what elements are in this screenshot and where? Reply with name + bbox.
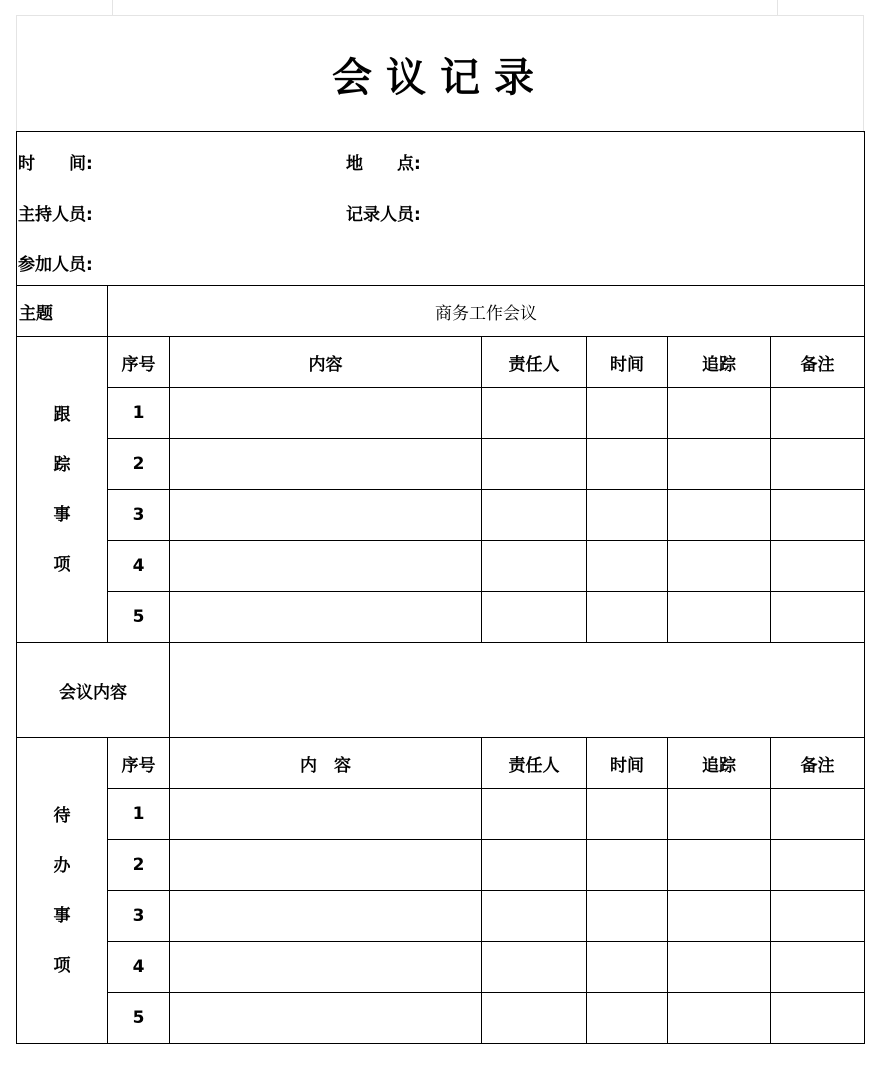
- tracking-header-time: 时间: [587, 337, 668, 388]
- todo-side-char: 待: [53, 805, 71, 826]
- note-cell[interactable]: [771, 388, 865, 439]
- time-cell[interactable]: [587, 541, 668, 592]
- tracking-header-no: 序号: [108, 337, 170, 388]
- owner-cell[interactable]: [482, 891, 587, 942]
- todo-header-no: 序号: [108, 738, 170, 789]
- content-cell[interactable]: [170, 592, 482, 643]
- track-cell[interactable]: [668, 388, 771, 439]
- note-cell[interactable]: [771, 541, 865, 592]
- time-cell[interactable]: [587, 592, 668, 643]
- table-row: [17, 993, 865, 1044]
- note-cell[interactable]: [771, 439, 865, 490]
- meeting-record-table: [16, 131, 865, 1044]
- meeting-content-area[interactable]: [170, 643, 865, 738]
- note-cell[interactable]: [771, 993, 865, 1044]
- todo-header-note: 备注: [771, 738, 865, 789]
- tracking-side-label: [17, 337, 108, 643]
- note-cell[interactable]: [771, 789, 865, 840]
- table-row: [17, 388, 865, 439]
- todo-side-char: 办: [53, 855, 71, 876]
- row-number: 3: [108, 490, 170, 541]
- owner-cell[interactable]: [482, 592, 587, 643]
- todo-side-label: [17, 738, 108, 1044]
- row-number: 5: [108, 592, 170, 643]
- track-cell[interactable]: [668, 592, 771, 643]
- content-cell[interactable]: [170, 840, 482, 891]
- todo-header-track: 追踪: [668, 738, 771, 789]
- document-title: 会议记录: [332, 55, 548, 101]
- content-cell[interactable]: [170, 439, 482, 490]
- tracking-header-note: 备注: [771, 337, 865, 388]
- subject-value[interactable]: 商务工作会议: [108, 286, 865, 337]
- content-cell[interactable]: [170, 942, 482, 993]
- content-cell[interactable]: [170, 388, 482, 439]
- tracking-header-owner: 责任人: [482, 337, 587, 388]
- row-number: 4: [108, 942, 170, 993]
- time-cell[interactable]: [587, 490, 668, 541]
- track-cell[interactable]: [668, 490, 771, 541]
- tracking-side-char: 项: [53, 554, 71, 575]
- table-row: [17, 891, 865, 942]
- content-cell[interactable]: [170, 993, 482, 1044]
- owner-cell[interactable]: [482, 490, 587, 541]
- owner-cell[interactable]: [482, 942, 587, 993]
- row-number: 4: [108, 541, 170, 592]
- tracking-side-char: 事: [53, 504, 71, 525]
- track-cell[interactable]: [668, 789, 771, 840]
- owner-cell[interactable]: [482, 993, 587, 1044]
- page-guide: [16, 15, 864, 16]
- note-cell[interactable]: [771, 942, 865, 993]
- track-cell[interactable]: [668, 541, 771, 592]
- table-row: [17, 789, 865, 840]
- owner-cell[interactable]: [482, 541, 587, 592]
- todo-side-char: 项: [53, 955, 71, 976]
- track-cell[interactable]: [668, 840, 771, 891]
- table-row: [17, 942, 865, 993]
- track-cell[interactable]: [668, 439, 771, 490]
- todo-side-char: 事: [53, 905, 71, 926]
- owner-cell[interactable]: [482, 789, 587, 840]
- track-cell[interactable]: [668, 993, 771, 1044]
- content-cell[interactable]: [170, 789, 482, 840]
- table-row: [17, 439, 865, 490]
- content-cell[interactable]: [170, 541, 482, 592]
- table-row: [17, 840, 865, 891]
- row-number: 5: [108, 993, 170, 1044]
- time-label: 时 间:: [18, 154, 93, 174]
- row-number: 2: [108, 840, 170, 891]
- tracking-side-char: 踪: [53, 454, 71, 475]
- tracking-header-track: 追踪: [668, 337, 771, 388]
- subject-label: 主题: [17, 286, 108, 337]
- note-cell[interactable]: [771, 891, 865, 942]
- row-number: 2: [108, 439, 170, 490]
- todo-header-time: 时间: [587, 738, 668, 789]
- table-row: [17, 490, 865, 541]
- note-cell[interactable]: [771, 490, 865, 541]
- page-guide: [777, 0, 778, 16]
- content-cell[interactable]: [170, 891, 482, 942]
- note-cell[interactable]: [771, 592, 865, 643]
- todo-header-content: 内 容: [170, 738, 482, 789]
- time-cell[interactable]: [587, 891, 668, 942]
- attendees-label: 参加人员:: [18, 255, 93, 275]
- note-cell[interactable]: [771, 840, 865, 891]
- tracking-side-char: 跟: [53, 404, 71, 425]
- track-cell[interactable]: [668, 891, 771, 942]
- tracking-header-content: 内容: [170, 337, 482, 388]
- recorder-label: 记录人员:: [346, 205, 421, 225]
- content-cell[interactable]: [170, 490, 482, 541]
- owner-cell[interactable]: [482, 388, 587, 439]
- row-number: 1: [108, 388, 170, 439]
- owner-cell[interactable]: [482, 840, 587, 891]
- table-row: [17, 541, 865, 592]
- todo-header-owner: 责任人: [482, 738, 587, 789]
- time-cell[interactable]: [587, 439, 668, 490]
- page-guide: [112, 0, 113, 16]
- time-cell[interactable]: [587, 993, 668, 1044]
- time-cell[interactable]: [587, 789, 668, 840]
- time-cell[interactable]: [587, 942, 668, 993]
- owner-cell[interactable]: [482, 439, 587, 490]
- host-label: 主持人员:: [18, 205, 93, 225]
- track-cell[interactable]: [668, 942, 771, 993]
- row-number: 1: [108, 789, 170, 840]
- time-cell[interactable]: [587, 840, 668, 891]
- meeting-content-label: 会议内容: [17, 643, 170, 738]
- row-number: 3: [108, 891, 170, 942]
- time-cell[interactable]: [587, 388, 668, 439]
- info-block[interactable]: [17, 132, 865, 286]
- place-label: 地 点:: [346, 154, 421, 174]
- table-row: [17, 592, 865, 643]
